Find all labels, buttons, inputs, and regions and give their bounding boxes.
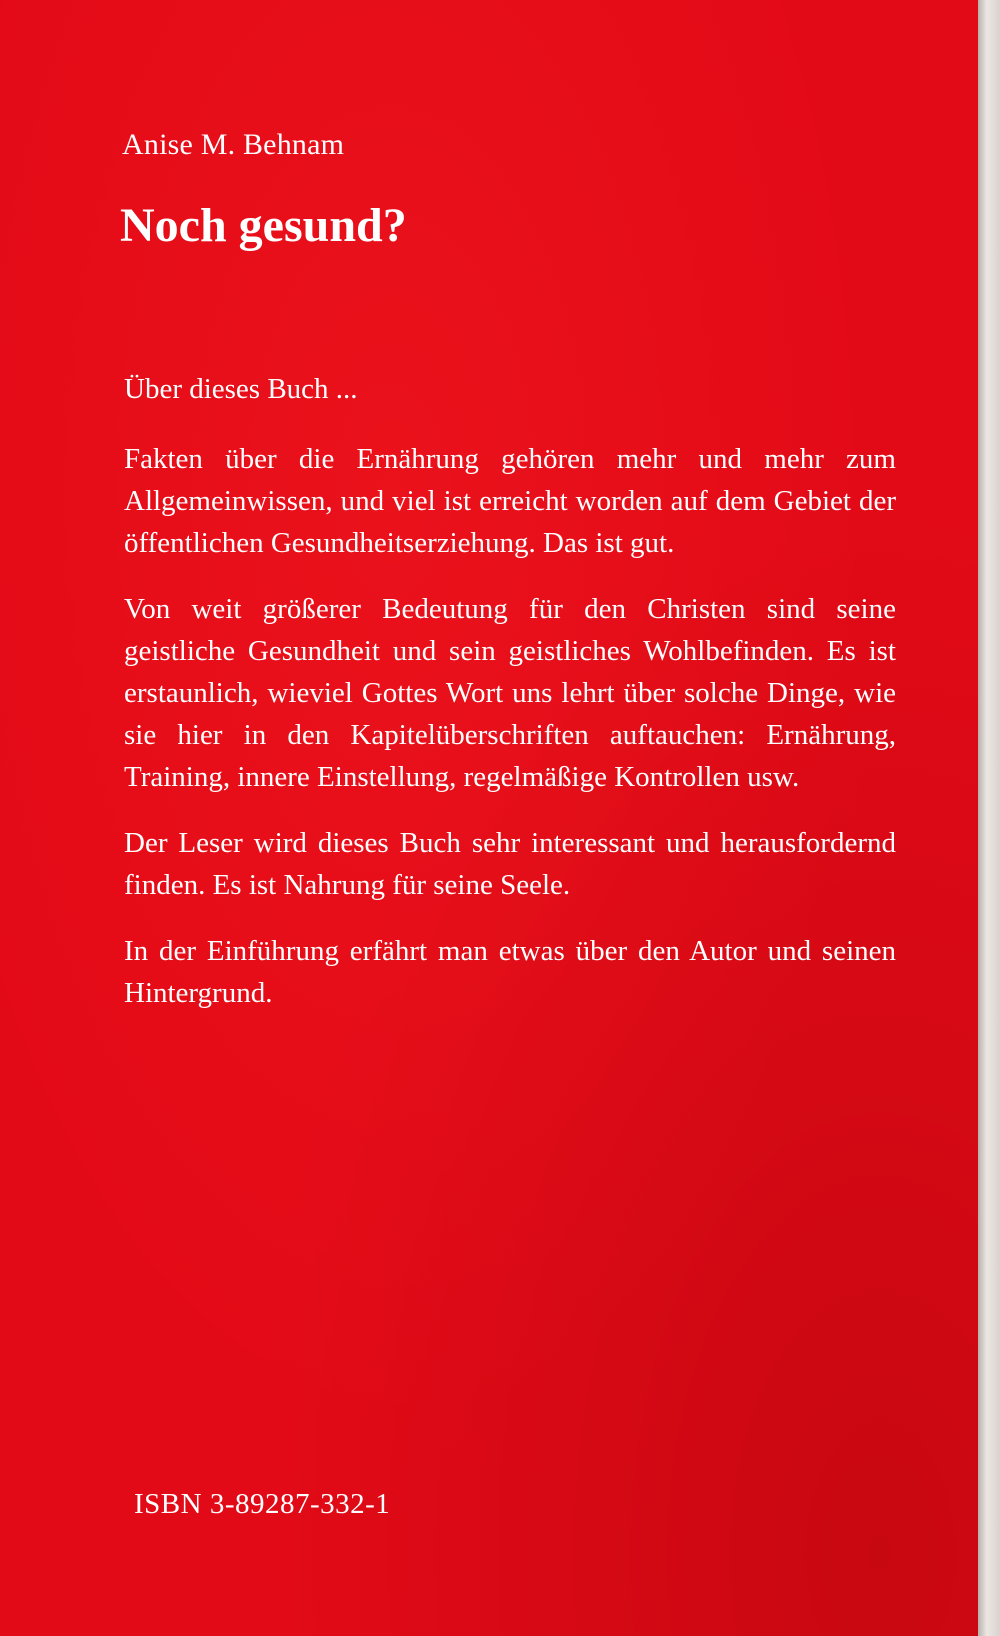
blurb-paragraph: Der Leser wird dieses Buch sehr interessant und herausfordernd finden. Es ist Nahrung für seine Seele. [124, 827, 896, 901]
author-name: Anise M. Behnam [122, 128, 345, 161]
blurb [124, 368, 896, 1038]
book-title: Noch gesund? [120, 199, 407, 252]
isbn-number: ISBN 3-89287-332-1 [134, 1488, 391, 1520]
blurb-intro: Über dieses Buch ... [124, 373, 358, 405]
blurb-paragraph: In der Einführung erfährt man etwas über den Autor und seinen Hintergrund. [124, 935, 896, 1009]
blurb-paragraph: Fakten über die Ernährung gehören mehr und mehr zum Allgemeinwissen, und viel ist erreicht worden auf dem Gebiet der öffentlichen Gesundheitserziehung. Das ist gut. [124, 443, 896, 559]
page-edge [978, 0, 1000, 1636]
blurb-paragraph: Von weit größerer Bedeutung für den Christen sind seine geistliche Gesundheit und sein geistliches Wohlbefinden. Es ist erstaunlich, wieviel Gottes Wort uns lehrt über solche Dinge, wie sie hier in den Kapitelüberschriften auftauchen: Ernährung, Training, innere Einstellung, regelmäßige Kontrollen usw. [124, 593, 896, 793]
